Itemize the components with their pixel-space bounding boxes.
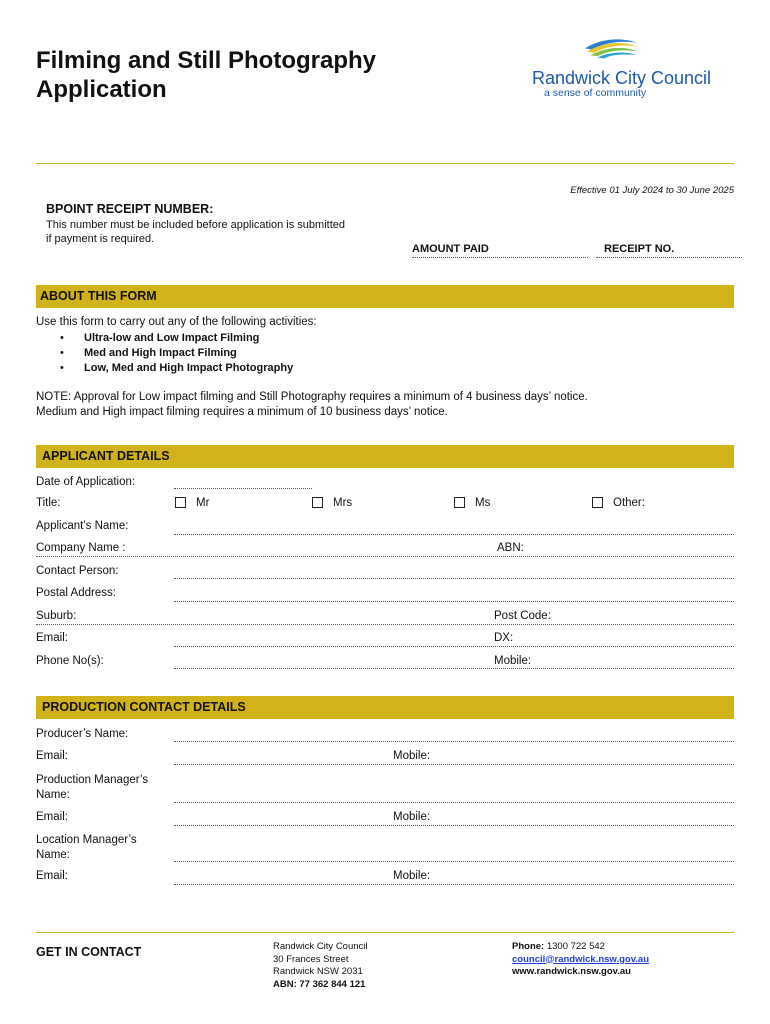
email-link[interactable]: council@randwick.nsw.gov.au [512, 953, 650, 965]
bpoint-heading: BPOINT RECEIPT NUMBER: [46, 202, 214, 216]
suburb-postcode-field[interactable] [36, 624, 734, 625]
about-heading: ABOUT THIS FORM [36, 285, 734, 308]
location-manager-label [36, 833, 137, 863]
get-in-contact-heading: GET IN CONTACT [36, 945, 142, 959]
location-manager-label-line-1: Location Manager’s [36, 834, 137, 846]
abn-label: ABN: [497, 542, 524, 554]
pm-mobile-label: Mobile: [393, 811, 431, 823]
date-field[interactable] [174, 488, 312, 489]
production-manager-label-line-1: Production Manager’s [36, 774, 149, 786]
ms-checkbox[interactable] [454, 497, 465, 508]
footer-contact [512, 941, 649, 979]
page-title [36, 46, 376, 104]
phone-label: Phone: [512, 941, 545, 952]
page-title-line-2: Application [36, 76, 167, 103]
location-manager-label-line-2: Name: [36, 849, 70, 861]
producer-mobile-label: Mobile: [393, 750, 431, 762]
email-label: Email: [36, 632, 68, 644]
phone-line [512, 941, 649, 954]
postal-address-label: Postal Address: [36, 587, 116, 599]
mrs-label: Mrs [333, 497, 353, 509]
applicant-name-field[interactable] [174, 534, 734, 535]
address-line: Randwick NSW 2031 [273, 966, 363, 977]
phone-number: 1300 722 542 [546, 941, 605, 952]
list-item: • Ultra-low and Low Impact Filming [60, 331, 293, 346]
logo-name: Randwick City Council [532, 68, 712, 88]
phone-label: Phone No(s): [36, 655, 104, 667]
phone-mobile-field[interactable] [174, 668, 734, 669]
lm-mobile-label: Mobile: [393, 870, 431, 882]
mr-checkbox[interactable] [175, 497, 186, 508]
contact-person-field[interactable] [174, 578, 734, 579]
activities-list [60, 331, 293, 376]
production-manager-label-line-2: Name: [36, 789, 70, 801]
address-line: 30 Frances Street [273, 953, 349, 965]
footer-divider [36, 932, 734, 933]
producer-email-label: Email: [36, 750, 68, 762]
production-manager-name-field[interactable] [174, 802, 734, 803]
mrs-checkbox[interactable] [312, 497, 323, 508]
website-link[interactable]: www.randwick.nsw.gov.au [512, 966, 631, 977]
pm-email-mobile-field[interactable] [174, 825, 734, 826]
bpoint-instructions: This number must be included before application is submitted if payment is required. [46, 219, 345, 245]
notice-note-line-2: Medium and High impact filming requires a minimum of 10 business days’ notice. [36, 406, 448, 418]
producer-email-mobile-field[interactable] [174, 764, 734, 765]
lm-email-label: Email: [36, 870, 68, 882]
dx-label: DX: [494, 632, 514, 644]
council-logo-icon [530, 36, 735, 72]
company-name-label: Company Name : [36, 542, 126, 554]
lm-email-mobile-field[interactable] [174, 884, 734, 885]
applicant-name-label: Applicant’s Name: [36, 520, 129, 532]
list-item: • Med and High Impact Filming [60, 346, 293, 361]
effective-dates: Effective 01 July 2024 to 30 June 2025 [570, 185, 734, 196]
postcode-label: Post Code: [494, 610, 551, 622]
pm-email-label: Email: [36, 811, 68, 823]
contact-person-label: Contact Person: [36, 565, 119, 577]
other-label: Other: [613, 497, 645, 509]
receipt-no-label: RECEIPT NO. [604, 243, 675, 255]
logo-tagline: a sense of community [544, 87, 647, 99]
notice-note [36, 390, 588, 420]
production-manager-label [36, 773, 148, 803]
header-divider [36, 163, 734, 164]
amount-paid-field[interactable] [412, 257, 588, 258]
mobile-label: Mobile: [494, 655, 532, 667]
producer-name-field[interactable] [174, 741, 734, 742]
ms-label: Ms [475, 497, 491, 509]
title-label: Title: [36, 497, 61, 509]
footer-address [273, 941, 368, 991]
about-intro: Use this form to carry out any of the following activities: [36, 316, 317, 328]
company-abn-field[interactable] [36, 556, 734, 557]
location-manager-name-field[interactable] [174, 861, 734, 862]
producer-name-label: Producer’s Name: [36, 728, 129, 740]
email-dx-field[interactable] [174, 646, 734, 647]
page-title-line-1: Filming and Still Photography [36, 47, 376, 74]
production-heading: PRODUCTION CONTACT DETAILS [36, 696, 734, 719]
list-item: • Low, Med and High Impact Photography [60, 361, 293, 376]
notice-note-line-1: NOTE: Approval for Low impact filming and Still Photography requires a minimum of 4 business days’ notice. [36, 391, 588, 403]
abn-text: ABN: 77 362 844 121 [273, 978, 366, 990]
other-checkbox[interactable] [592, 497, 603, 508]
date-label: Date of Application: [36, 476, 136, 488]
address-line: Randwick City Council [273, 941, 368, 952]
suburb-label: Suburb: [36, 610, 77, 622]
amount-paid-label: AMOUNT PAID [412, 243, 489, 255]
mr-label: Mr [196, 497, 210, 509]
applicant-heading: APPLICANT DETAILS [36, 445, 734, 468]
receipt-no-field[interactable] [596, 257, 742, 258]
postal-address-field[interactable] [174, 601, 734, 602]
